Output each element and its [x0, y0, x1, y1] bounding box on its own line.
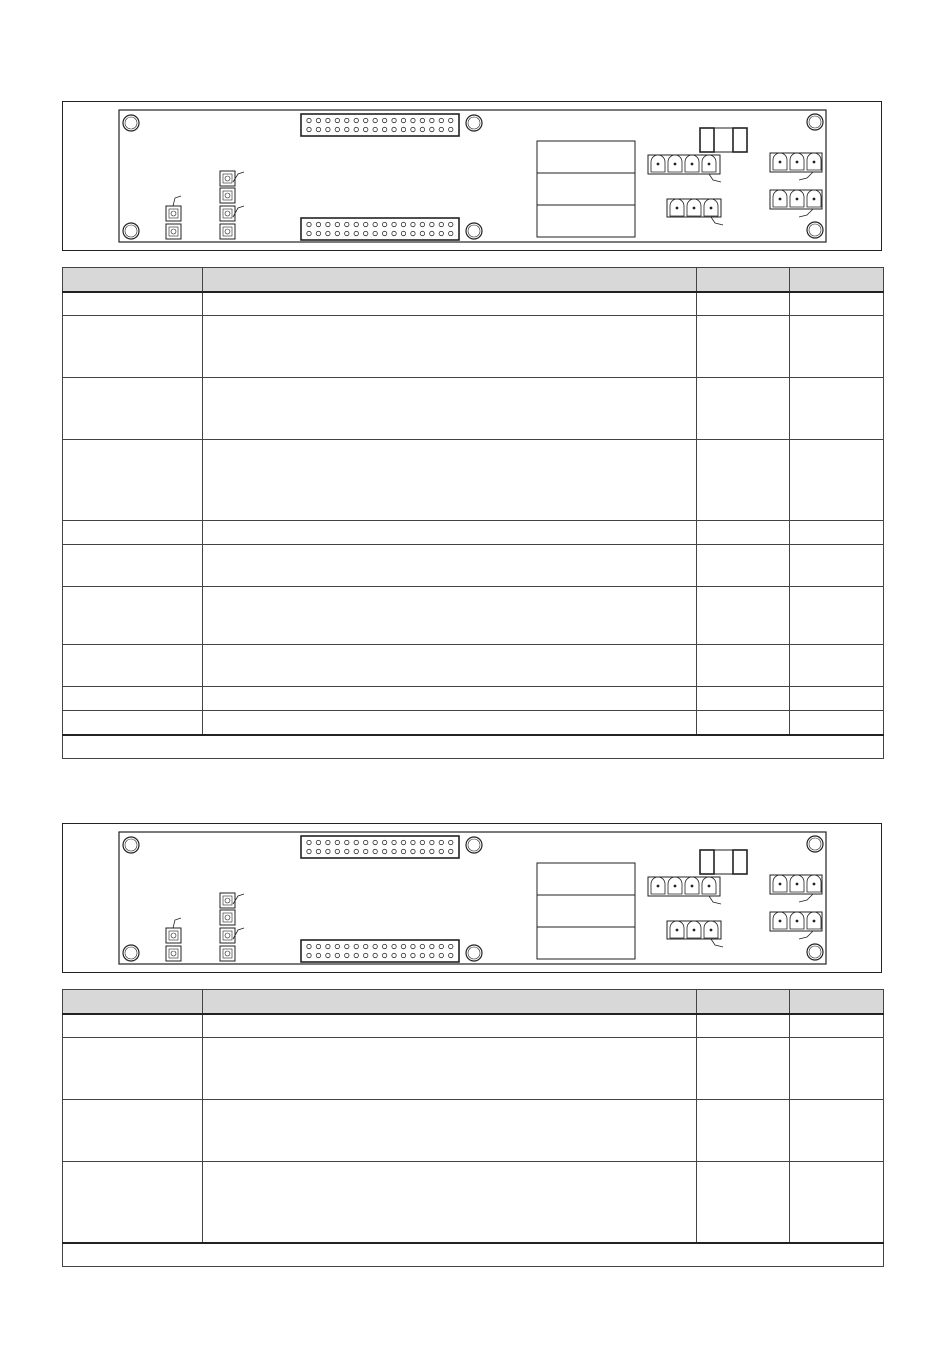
table-cell — [790, 687, 884, 711]
table-cell — [790, 440, 884, 521]
table-cell — [790, 316, 884, 378]
spec-table-1 — [62, 267, 884, 759]
header-cell — [697, 990, 790, 1014]
header-cell — [203, 268, 697, 292]
table-cell — [697, 687, 790, 711]
table-row — [63, 440, 884, 521]
table-cell — [790, 1038, 884, 1100]
table-footer — [63, 735, 884, 759]
pcb-outline — [119, 110, 826, 242]
board-diagram-2 — [62, 823, 882, 973]
table-cell — [790, 587, 884, 645]
table-cell — [63, 645, 203, 687]
table-cell — [203, 711, 697, 735]
table-cell — [203, 1100, 697, 1162]
table-row — [63, 521, 884, 545]
table-cell — [790, 545, 884, 587]
table-cell — [63, 1100, 203, 1162]
table-cell — [63, 587, 203, 645]
table-cell — [697, 521, 790, 545]
table-row — [63, 1162, 884, 1243]
table-cell — [790, 1014, 884, 1038]
table-row — [63, 711, 884, 735]
table-cell — [697, 1100, 790, 1162]
table-footer-row — [63, 735, 884, 759]
table-cell — [203, 521, 697, 545]
table-row — [63, 545, 884, 587]
table-cell — [203, 316, 697, 378]
table-cell — [697, 378, 790, 440]
table-cell — [697, 1038, 790, 1100]
table-header-row — [63, 990, 884, 1014]
table-footer — [63, 1243, 884, 1267]
table-cell — [63, 1014, 203, 1038]
table-cell — [63, 316, 203, 378]
table-cell — [790, 1100, 884, 1162]
table-cell — [63, 1038, 203, 1100]
table-cell — [63, 521, 203, 545]
table-cell — [63, 687, 203, 711]
table-cell — [697, 440, 790, 521]
header-cell — [63, 268, 203, 292]
table-cell — [790, 292, 884, 316]
header-cell — [697, 268, 790, 292]
table-cell — [697, 1014, 790, 1038]
table-row — [63, 316, 884, 378]
spec-table-2 — [62, 989, 884, 1267]
board-diagram-1 — [62, 101, 882, 251]
table-cell — [790, 378, 884, 440]
table-cell — [697, 587, 790, 645]
table-cell — [790, 1162, 884, 1243]
table-cell — [697, 711, 790, 735]
table-cell — [63, 545, 203, 587]
table-cell — [697, 645, 790, 687]
table-cell — [203, 587, 697, 645]
table-cell — [63, 440, 203, 521]
table-cell — [63, 711, 203, 735]
table-row — [63, 1038, 884, 1100]
table-cell — [63, 1162, 203, 1243]
table-cell — [203, 292, 697, 316]
table-cell — [203, 1162, 697, 1243]
header-cell — [63, 990, 203, 1014]
table-cell — [203, 1014, 697, 1038]
pcb-outline — [119, 832, 826, 964]
table-cell — [203, 687, 697, 711]
table-row — [63, 378, 884, 440]
header-cell — [790, 268, 884, 292]
table-row — [63, 687, 884, 711]
header-cell — [203, 990, 697, 1014]
table-cell — [790, 711, 884, 735]
table-row — [63, 1100, 884, 1162]
table-cell — [697, 545, 790, 587]
table-cell — [63, 292, 203, 316]
board-drawing — [63, 824, 881, 972]
table-row — [63, 1014, 884, 1038]
table-cell — [697, 316, 790, 378]
table-cell — [203, 378, 697, 440]
table-cell — [63, 378, 203, 440]
table-cell — [203, 1038, 697, 1100]
table-row — [63, 645, 884, 687]
table-row — [63, 292, 884, 316]
header-cell — [790, 990, 884, 1014]
table-cell — [203, 545, 697, 587]
table-header-row — [63, 268, 884, 292]
table-footer-row — [63, 1243, 884, 1267]
table-cell — [790, 645, 884, 687]
table-cell — [697, 292, 790, 316]
table-cell — [203, 645, 697, 687]
table-row — [63, 587, 884, 645]
board-drawing — [63, 102, 881, 250]
table-cell — [790, 521, 884, 545]
table-cell — [203, 440, 697, 521]
table-cell — [697, 1162, 790, 1243]
